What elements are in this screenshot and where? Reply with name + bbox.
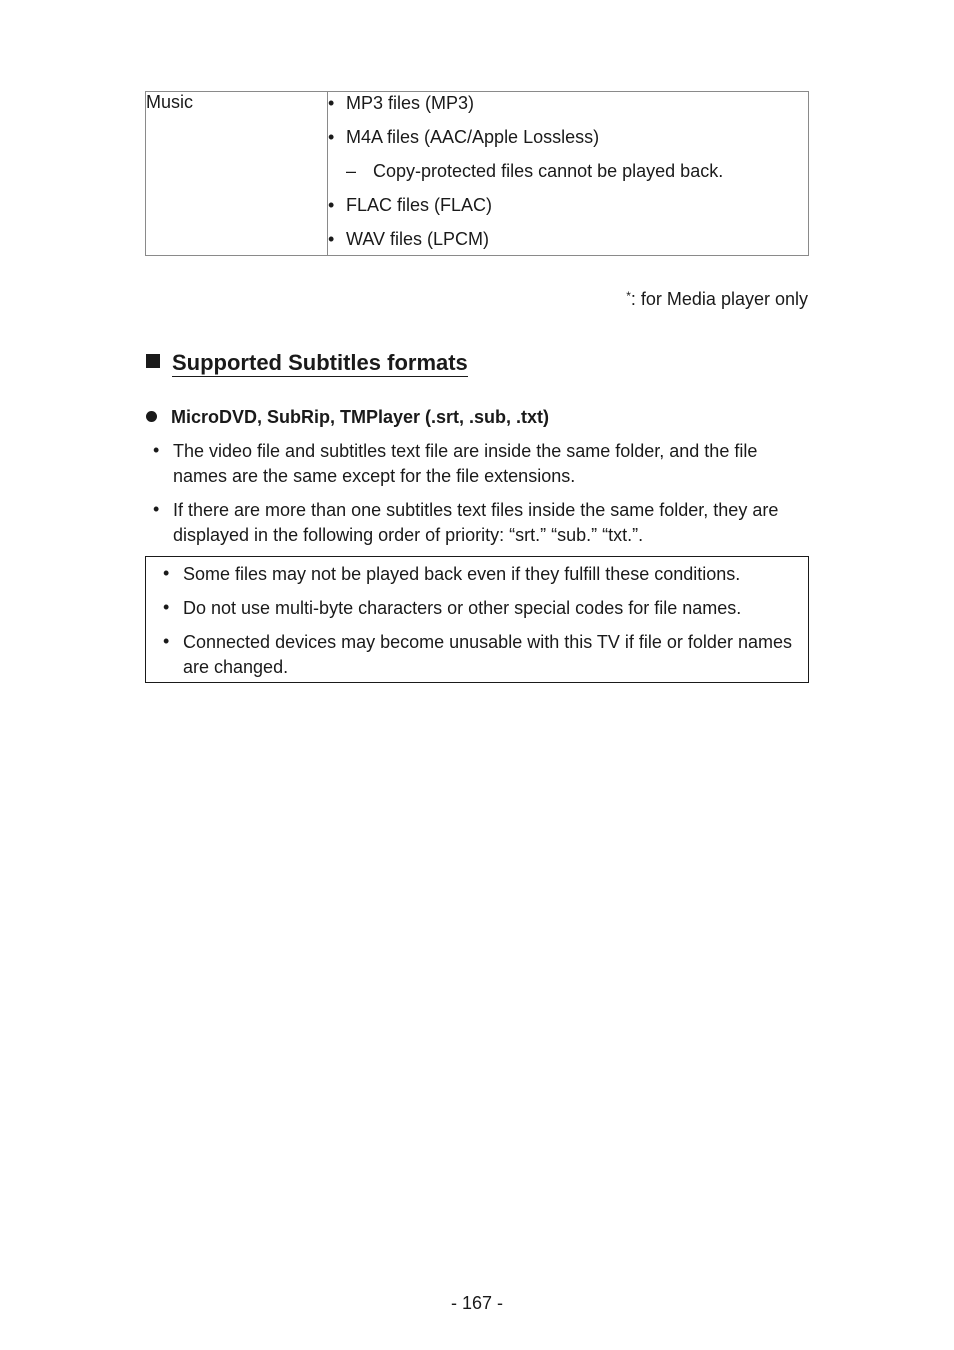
note-text: Some files may not be played back even if they fulfill these conditions. xyxy=(183,564,741,584)
section-title: Supported Subtitles formats xyxy=(172,350,468,375)
condition-list xyxy=(153,439,809,557)
list-item xyxy=(153,498,809,548)
note-text: Do not use multi-byte characters or other special codes for file names. xyxy=(183,598,742,618)
bullet-icon: • xyxy=(163,631,170,651)
list-sub-item xyxy=(328,160,808,182)
notes-box xyxy=(145,556,809,683)
format-subheading xyxy=(146,406,549,428)
note-text: Connected devices may become unusable with this TV if file or folder names are changed. xyxy=(183,632,792,677)
bullet-icon: • xyxy=(153,499,160,519)
list-item-text: Copy-protected files cannot be played back. xyxy=(373,161,724,181)
list-item-text: MP3 files (MP3) xyxy=(346,93,475,113)
bullet-icon: • xyxy=(153,440,160,460)
bullet-icon: • xyxy=(163,563,170,583)
bullet-icon: • xyxy=(328,127,335,147)
note-item xyxy=(163,562,798,587)
list-item xyxy=(328,228,808,250)
bullet-icon: • xyxy=(328,195,335,215)
list-item-text: If there are more than one subtitles text files inside the same folder, they are displayed in the following order of priority: “srt.” “sub.” “txt.”. xyxy=(173,500,779,545)
list-item-text: The video file and subtitles text file are inside the same folder, and the file names are the same except for the file extensions. xyxy=(173,441,758,486)
bullet-icon: • xyxy=(163,597,170,617)
media-formats-table xyxy=(145,91,809,256)
list-item-text: FLAC files (FLAC) xyxy=(346,195,493,215)
format-line: MicroDVD, SubRip, TMPlayer (.srt, .sub, .txt) xyxy=(171,407,550,427)
section-heading xyxy=(146,349,468,377)
bullet-icon: • xyxy=(328,93,335,113)
page-number: - 167 - xyxy=(450,1293,504,1313)
footnote-text: : for Media player only xyxy=(630,289,808,309)
note-item xyxy=(163,596,798,621)
footnote xyxy=(626,285,808,310)
list-item xyxy=(328,194,808,216)
square-bullet-icon xyxy=(146,354,160,368)
list-item xyxy=(328,92,808,114)
table-row xyxy=(146,92,809,256)
dash-icon: – xyxy=(346,161,357,181)
list-item xyxy=(153,439,809,489)
list-item-text: M4A files (AAC/Apple Lossless) xyxy=(346,127,600,147)
circle-bullet-icon xyxy=(146,411,157,422)
list-item xyxy=(328,126,808,148)
bullet-icon: • xyxy=(328,229,335,249)
category-cell: Music xyxy=(146,92,328,256)
list-item-text: WAV files (LPCM) xyxy=(346,229,490,249)
asterisk-icon: * xyxy=(626,289,631,303)
formats-cell xyxy=(328,92,809,256)
note-item xyxy=(163,630,798,680)
